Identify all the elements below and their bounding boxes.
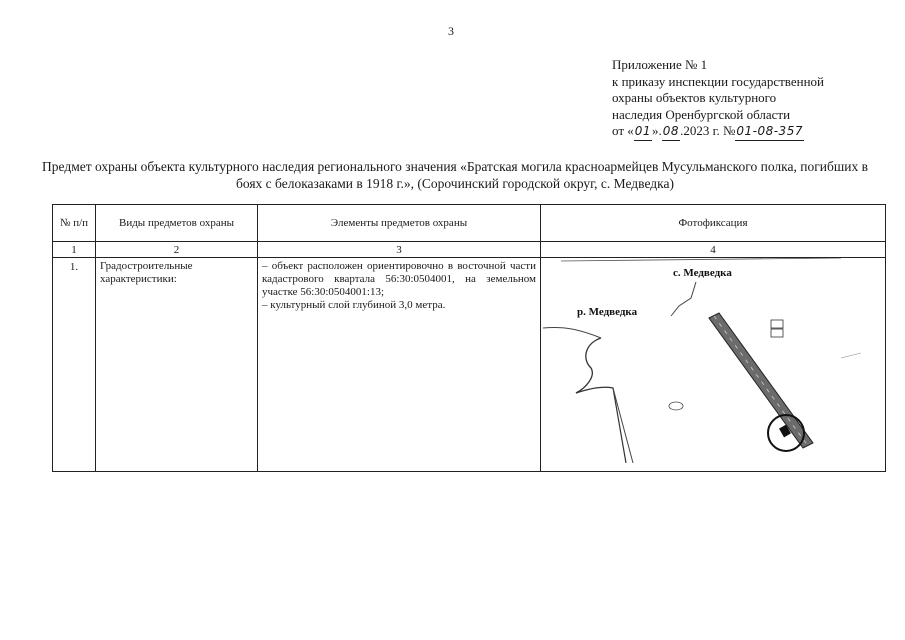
row-type: Градостроительные характеристики: — [96, 258, 258, 472]
column-number: 4 — [541, 242, 886, 258]
boundary-line — [576, 387, 626, 463]
header-photo: Фотофиксация — [541, 205, 886, 242]
village-leader-line — [671, 282, 696, 316]
photo-cell — [541, 258, 886, 472]
header-types: Виды предметов охраны — [96, 205, 258, 242]
map-trace — [841, 353, 861, 358]
protection-table — [52, 204, 886, 472]
handwritten-day: 01 — [634, 123, 652, 141]
appendix-org-line: охраны объектов культурного — [612, 90, 777, 105]
road — [709, 313, 813, 448]
location-map — [541, 258, 886, 468]
appendix-date-line: от «01».08.2023 г. №01-08-357 — [612, 123, 824, 141]
row-number: 1. — [53, 258, 96, 472]
handwritten-month: 08 — [662, 123, 680, 141]
village-label: с. Медведка — [673, 267, 732, 279]
column-number: 3 — [258, 242, 541, 258]
boundary-line — [613, 388, 633, 463]
column-numbers-row — [53, 242, 886, 258]
page-number: 3 — [448, 24, 454, 38]
handwritten-order-number: 01-08-357 — [735, 123, 804, 141]
parcel-marker — [771, 320, 783, 328]
river-line — [543, 327, 601, 338]
header-elements: Элементы предметов охраны — [258, 205, 541, 242]
appendix-block — [612, 57, 824, 141]
river-label: р. Медведка — [577, 306, 638, 318]
column-number: 1 — [53, 242, 96, 258]
table-row — [53, 258, 886, 472]
river-line — [576, 338, 601, 393]
header-num: № п/п — [53, 205, 96, 242]
parcel-marker — [771, 329, 783, 337]
element-cultural-layer: – культурный слой глубиной 3,0 метра. — [262, 299, 446, 311]
appendix-order-line: к приказу инспекции государственной — [612, 73, 824, 89]
parcel-marker — [669, 402, 683, 410]
row-elements — [258, 258, 541, 472]
table-header-row — [53, 205, 886, 242]
appendix-title: Приложение № 1 — [612, 57, 708, 72]
column-number: 2 — [96, 242, 258, 258]
appendix-region-line: наследия Оренбургской области — [612, 106, 791, 122]
map-border-line — [561, 258, 841, 261]
element-location: – объект расположен ориентировочно в восточной части кадастрового квартала 56:30:0504001, на земельном участке 56:30:0504001:13; — [262, 260, 536, 298]
document-title: Предмет охраны объекта культурного наследия регионального значения «Братская могила красноармейцев Мусульманского полка, погибших в боях с белоказаками в 1918 г.», (Сорочинский городской округ, с. Медведка) — [42, 159, 868, 191]
